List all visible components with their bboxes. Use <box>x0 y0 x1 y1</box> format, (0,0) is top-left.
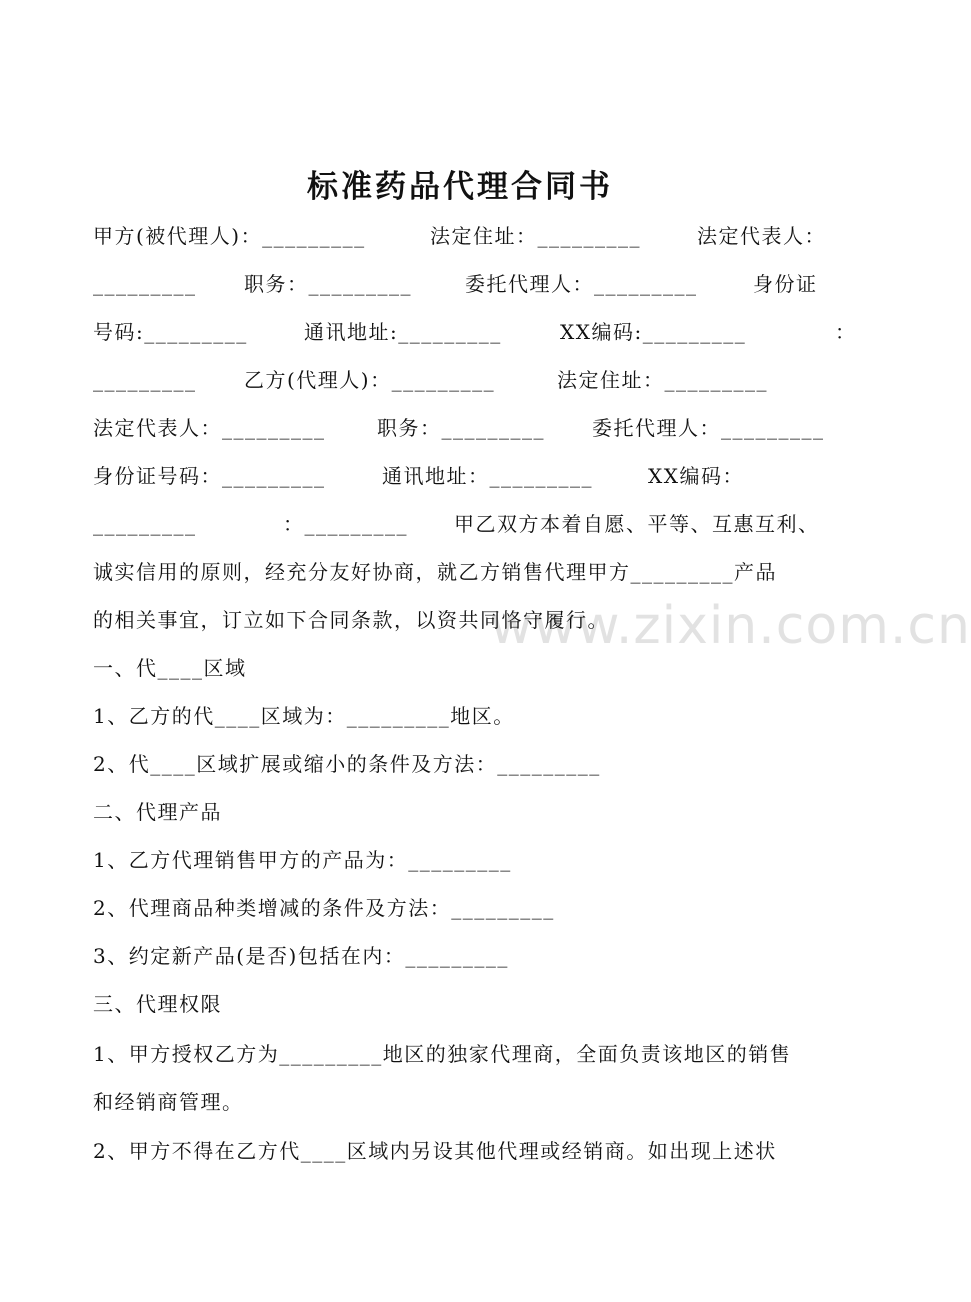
text-segment: _________ <box>93 512 197 536</box>
text-segment: _________ <box>93 368 197 392</box>
text-line <box>93 500 833 548</box>
text-line <box>93 356 833 404</box>
text-segment: 委托代理人：_________ <box>465 272 698 296</box>
text-segment: 2、代____区域扩展或缩小的条件及方法：_________ <box>93 752 601 776</box>
text-segment: 一、代____区域 <box>93 656 247 680</box>
text-segment: 的相关事宜，订立如下合同条款，以资共同恪守履行。 <box>93 608 609 632</box>
text-segment: 1、甲方授权乙方为_________地区的独家代理商，全面负责该地区的销售 <box>93 1042 792 1066</box>
text-segment: 2、代理商品种类增减的条件及方法：_________ <box>93 896 555 920</box>
text-line <box>93 788 833 836</box>
text-segment: 2、甲方不得在乙方代____区域内另设其他代理或经销商。如出现上述状 <box>93 1139 777 1163</box>
text-segment: 身份证 <box>753 272 818 296</box>
text-segment: 甲方(被代理人)：_________ <box>93 224 366 248</box>
text-line <box>93 644 833 692</box>
text-line <box>93 212 833 260</box>
text-line <box>93 980 833 1028</box>
text-segment: 身份证号码：_________ <box>93 464 326 488</box>
text-segment: _________ <box>93 272 197 296</box>
text-segment: 法定住址：_________ <box>430 224 641 248</box>
text-segment: 法定代表人：_________ <box>93 416 326 440</box>
text-segment: 甲乙双方本着自愿、平等、互惠互利、 <box>454 512 820 536</box>
text-segment: 三、代理权限 <box>93 992 222 1016</box>
text-segment: 和经销商管理。 <box>93 1090 244 1114</box>
text-segment: 乙方(代理人)：_________ <box>244 368 496 392</box>
text-segment: 法定代表人： <box>697 224 826 248</box>
text-segment: 3、约定新产品(是否)包括在内：_________ <box>93 944 509 968</box>
text-segment: ：_________ <box>283 512 408 536</box>
text-segment: 职务：_________ <box>244 272 412 296</box>
text-line <box>93 1030 833 1078</box>
text-segment: 二、代理产品 <box>93 800 222 824</box>
document-title: 标准药品代理合同书 <box>307 169 613 205</box>
text-line <box>93 884 833 932</box>
text-line <box>93 548 833 596</box>
text-segment: ： <box>835 320 857 344</box>
text-segment: 职务：_________ <box>377 416 545 440</box>
text-line <box>93 836 833 884</box>
text-line <box>93 1078 833 1126</box>
text-line <box>93 1127 833 1175</box>
text-segment: XX编码： <box>648 464 744 488</box>
text-line <box>93 452 833 500</box>
text-segment: XX编码:_________ <box>560 320 747 344</box>
text-line <box>93 692 833 740</box>
text-segment: 委托代理人：_________ <box>592 416 825 440</box>
text-line <box>93 308 857 356</box>
watermark: www.zixin.com.cn <box>490 596 971 656</box>
text-segment: 号码:_________ <box>93 320 248 344</box>
text-segment: 通讯地址：_________ <box>382 464 593 488</box>
text-segment: 通讯地址:_________ <box>304 320 502 344</box>
text-segment: 1、乙方代理销售甲方的产品为：_________ <box>93 848 512 872</box>
text-segment: 1、乙方的代____区域为：_________地区。 <box>93 704 515 728</box>
text-line <box>93 260 833 308</box>
text-line <box>93 932 833 980</box>
text-segment: 诚实信用的原则，经充分友好协商，就乙方销售代理甲方_________产品 <box>93 560 777 584</box>
text-line <box>93 740 833 788</box>
text-segment: 法定住址：_________ <box>557 368 768 392</box>
text-line <box>93 596 833 644</box>
text-line <box>93 404 833 452</box>
